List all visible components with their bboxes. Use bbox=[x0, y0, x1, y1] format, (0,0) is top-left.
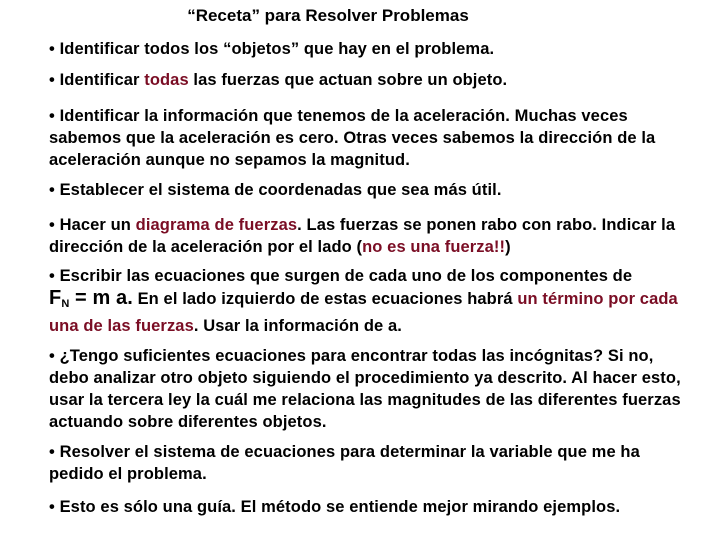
item-text: ¿Tengo suficientes ecuaciones para encontrar todas las incógnitas? Si no, debo analizar otro objeto siguiendo el procedimiento ya descrito. Al hacer esto, usar la tercera ley la cuál me relaciona las magnitudes de las diferentes fuerzas actuando sobre diferentes objetos. bbox=[49, 347, 681, 431]
item-text: Resolver el sistema de ecuaciones para determinar la variable que me ha pedido el problema. bbox=[49, 443, 640, 483]
highlight-text: diagrama de fuerzas bbox=[135, 216, 298, 234]
list-item bbox=[49, 105, 689, 171]
item-text: ) bbox=[505, 238, 511, 256]
bullet-icon: • bbox=[49, 71, 55, 89]
list-item bbox=[49, 69, 507, 91]
item-text: Escribir las ecuaciones que surgen de cada uno de los componentes de bbox=[59, 267, 633, 285]
list-item bbox=[49, 38, 494, 60]
list-item bbox=[49, 496, 620, 518]
list-item bbox=[49, 214, 689, 258]
bullet-icon: • bbox=[49, 107, 55, 125]
bullet-icon: • bbox=[49, 443, 55, 461]
list-item bbox=[49, 265, 689, 337]
equation-text: = m a. bbox=[69, 287, 133, 309]
item-text: Identificar todos los “objetos” que hay en el problema. bbox=[59, 40, 495, 58]
item-text: Identificar la información que tenemos de la aceleración. Muchas veces sabemos que la aceleración es cero. Otras veces sabemos la dirección de la aceleración aunque no sepamos la magnitud. bbox=[49, 107, 656, 169]
highlight-text: todas bbox=[144, 71, 189, 89]
item-text: . Usar la información de a. bbox=[193, 317, 402, 335]
bullet-icon: • bbox=[49, 40, 55, 58]
bullet-icon: • bbox=[49, 267, 55, 285]
list-item bbox=[49, 345, 689, 433]
list-item bbox=[49, 441, 689, 485]
highlight-text: no es una fuerza!! bbox=[362, 238, 506, 256]
bullet-icon: • bbox=[49, 498, 55, 516]
highlight-text: un término por cada una de las fuerzas bbox=[49, 290, 678, 335]
bullet-icon: • bbox=[49, 216, 55, 234]
item-text: las fuerzas que actuan sobre un objeto. bbox=[188, 71, 508, 89]
list-item bbox=[49, 179, 502, 201]
item-text: En el lado izquierdo de estas ecuaciones habrá bbox=[132, 290, 518, 308]
force-symbol: $F_N$ bbox=[49, 287, 70, 310]
item-text: Identificar bbox=[59, 71, 145, 89]
item-text: Hacer un bbox=[59, 216, 136, 234]
item-text: . Las fuerzas se ponen rabo con rabo. Indicar la dirección de la aceleración por el lado ( bbox=[49, 216, 676, 256]
bullet-icon: • bbox=[49, 181, 55, 199]
item-text: Esto es sólo una guía. El método se entiende mejor mirando ejemplos. bbox=[59, 498, 621, 516]
bullet-icon: • bbox=[49, 347, 55, 365]
item-text: Establecer el sistema de coordenadas que sea más útil. bbox=[59, 181, 502, 199]
page-title: “Receta” para Resolver Problemas bbox=[187, 6, 469, 25]
